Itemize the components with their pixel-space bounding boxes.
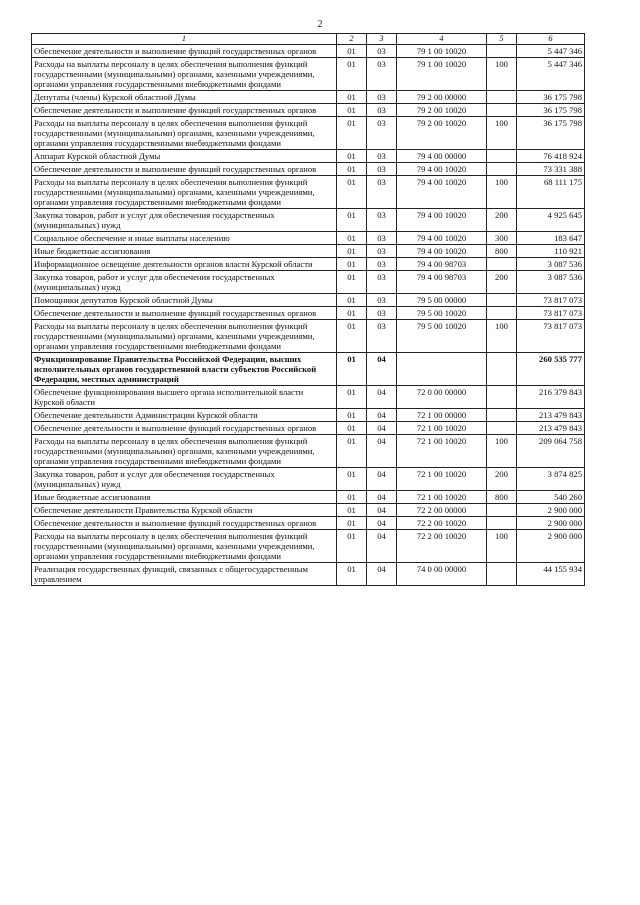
section-code: 01	[337, 530, 367, 563]
subsection-code: 04	[367, 504, 397, 517]
item-name: Обеспечение деятельности и выполнение функций государственных органов	[32, 517, 337, 530]
item-name: Обеспечение деятельности и выполнение функций государственных органов	[32, 163, 337, 176]
section-code: 01	[337, 209, 367, 232]
section-code: 01	[337, 491, 367, 504]
table-row	[32, 45, 585, 58]
item-name: Расходы на выплаты персоналу в целях обеспечения выполнения функций государственными (муниципальными) органами, казенными учреждениями, органами управления государственными внебюджетными фондами	[32, 320, 337, 353]
item-name: Депутаты (члены) Курской областной Думы	[32, 91, 337, 104]
target-article-code: 79 5 00 10020	[397, 320, 487, 353]
target-article-code: 79 1 00 10020	[397, 45, 487, 58]
amount: 216 379 843	[517, 386, 585, 409]
amount: 213 479 843	[517, 409, 585, 422]
table-row	[32, 163, 585, 176]
budget-table	[31, 33, 585, 586]
amount: 73 817 073	[517, 307, 585, 320]
amount: 36 175 798	[517, 117, 585, 150]
subsection-code: 04	[367, 530, 397, 563]
section-code: 01	[337, 435, 367, 468]
section-code: 01	[337, 307, 367, 320]
target-article-code: 79 4 00 10020	[397, 209, 487, 232]
subsection-code: 04	[367, 353, 397, 386]
item-name: Расходы на выплаты персоналу в целях обеспечения выполнения функций государственными (муниципальными) органами, казенными учреждениями, органами управления государственными внебюджетными фондами	[32, 117, 337, 150]
amount: 260 535 777	[517, 353, 585, 386]
item-name: Реализация государственных функций, связанных с общегосударственным управлением	[32, 563, 337, 586]
amount: 68 111 175	[517, 176, 585, 209]
expense-type-code: 100	[487, 530, 517, 563]
expense-type-code: 100	[487, 320, 517, 353]
target-article-code: 79 5 00 00000	[397, 294, 487, 307]
target-article-code: 79 2 00 00000	[397, 91, 487, 104]
section-code: 01	[337, 117, 367, 150]
expense-type-code	[487, 45, 517, 58]
item-name: Обеспечение деятельности Правительства Курской области	[32, 504, 337, 517]
section-code: 01	[337, 422, 367, 435]
table-row	[32, 104, 585, 117]
amount: 5 447 346	[517, 45, 585, 58]
expense-type-code: 200	[487, 468, 517, 491]
subsection-code: 03	[367, 307, 397, 320]
table-row	[32, 307, 585, 320]
expense-type-code: 200	[487, 209, 517, 232]
amount: 36 175 798	[517, 91, 585, 104]
table-row	[32, 209, 585, 232]
table-row	[32, 91, 585, 104]
section-code: 01	[337, 386, 367, 409]
column-header: 3	[367, 34, 397, 45]
subsection-code: 03	[367, 320, 397, 353]
item-name: Обеспечение функционирования высшего органа исполнительной власти Курской области	[32, 386, 337, 409]
section-code: 01	[337, 504, 367, 517]
subsection-code: 03	[367, 245, 397, 258]
target-article-code: 79 2 00 10020	[397, 104, 487, 117]
subsection-code: 03	[367, 294, 397, 307]
amount: 4 925 645	[517, 209, 585, 232]
expense-type-code	[487, 353, 517, 386]
amount: 5 447 346	[517, 58, 585, 91]
amount: 36 175 798	[517, 104, 585, 117]
expense-type-code: 100	[487, 435, 517, 468]
expense-type-code	[487, 258, 517, 271]
target-article-code: 79 2 00 10020	[397, 117, 487, 150]
expense-type-code	[487, 386, 517, 409]
subsection-code: 03	[367, 232, 397, 245]
amount: 3 874 825	[517, 468, 585, 491]
section-code: 01	[337, 104, 367, 117]
section-code: 01	[337, 176, 367, 209]
target-article-code: 79 1 00 10020	[397, 58, 487, 91]
table-row	[32, 353, 585, 386]
section-code: 01	[337, 45, 367, 58]
amount: 2 900 000	[517, 504, 585, 517]
subsection-code: 04	[367, 386, 397, 409]
expense-type-code	[487, 91, 517, 104]
expense-type-code	[487, 307, 517, 320]
table-row	[32, 530, 585, 563]
column-header: 2	[337, 34, 367, 45]
expense-type-code	[487, 422, 517, 435]
item-name: Информационное освещение деятельности органов власти Курской области	[32, 258, 337, 271]
subsection-code: 03	[367, 45, 397, 58]
item-name: Иные бюджетные ассигнования	[32, 491, 337, 504]
target-article-code	[397, 353, 487, 386]
amount: 3 087 536	[517, 271, 585, 294]
section-code: 01	[337, 245, 367, 258]
amount: 73 331 388	[517, 163, 585, 176]
target-article-code: 72 1 00 10020	[397, 422, 487, 435]
section-code: 01	[337, 271, 367, 294]
item-name: Помощники депутатов Курской областной Думы	[32, 294, 337, 307]
subsection-code: 03	[367, 150, 397, 163]
column-header: 1	[32, 34, 337, 45]
target-article-code: 72 1 00 10020	[397, 491, 487, 504]
target-article-code: 72 2 00 10020	[397, 530, 487, 563]
table-row	[32, 504, 585, 517]
subsection-code: 03	[367, 104, 397, 117]
section-code: 01	[337, 294, 367, 307]
target-article-code: 79 4 00 10020	[397, 245, 487, 258]
section-code: 01	[337, 353, 367, 386]
target-article-code: 79 5 00 10020	[397, 307, 487, 320]
table-row	[32, 491, 585, 504]
target-article-code: 72 1 00 10020	[397, 468, 487, 491]
section-code: 01	[337, 409, 367, 422]
section-code: 01	[337, 232, 367, 245]
target-article-code: 74 0 00 00000	[397, 563, 487, 586]
target-article-code: 79 4 00 10020	[397, 163, 487, 176]
target-article-code: 72 1 00 10020	[397, 435, 487, 468]
expense-type-code	[487, 104, 517, 117]
subsection-code: 04	[367, 409, 397, 422]
subsection-code: 03	[367, 176, 397, 209]
item-name: Обеспечение деятельности и выполнение функций государственных органов	[32, 104, 337, 117]
table-row	[32, 271, 585, 294]
item-name: Закупка товаров, работ и услуг для обеспечения государственных (муниципальных) нужд	[32, 271, 337, 294]
item-name: Аппарат Курской областной Думы	[32, 150, 337, 163]
expense-type-code: 800	[487, 245, 517, 258]
expense-type-code	[487, 294, 517, 307]
item-name: Обеспечение деятельности и выполнение функций государственных органов	[32, 422, 337, 435]
subsection-code: 03	[367, 91, 397, 104]
item-name: Иные бюджетные ассигнования	[32, 245, 337, 258]
subsection-code: 03	[367, 163, 397, 176]
item-name: Обеспечение деятельности Администрации Курской области	[32, 409, 337, 422]
page-number: 2	[317, 19, 323, 30]
section-code: 01	[337, 563, 367, 586]
item-name: Социальное обеспечение и иные выплаты населению	[32, 232, 337, 245]
column-header: 4	[397, 34, 487, 45]
target-article-code: 79 4 00 10020	[397, 232, 487, 245]
amount: 76 418 924	[517, 150, 585, 163]
table-row	[32, 150, 585, 163]
subsection-code: 04	[367, 468, 397, 491]
table-row	[32, 232, 585, 245]
target-article-code: 79 4 00 98703	[397, 258, 487, 271]
subsection-code: 04	[367, 435, 397, 468]
subsection-code: 04	[367, 491, 397, 504]
section-code: 01	[337, 91, 367, 104]
subsection-code: 03	[367, 209, 397, 232]
expense-type-code	[487, 150, 517, 163]
amount: 183 647	[517, 232, 585, 245]
expense-type-code	[487, 517, 517, 530]
amount: 73 817 073	[517, 294, 585, 307]
item-name: Расходы на выплаты персоналу в целях обеспечения выполнения функций государственными (муниципальными) органами, казенными учреждениями, органами управления государственными внебюджетными фондами	[32, 435, 337, 468]
section-code: 01	[337, 150, 367, 163]
table-row	[32, 176, 585, 209]
item-name: Функционирование Правительства Российской Федерации, высших исполнительных органов государственной власти субъектов Российской Федерации, местных администраций	[32, 353, 337, 386]
table-row	[32, 58, 585, 91]
target-article-code: 72 2 00 00000	[397, 504, 487, 517]
target-article-code: 79 4 00 00000	[397, 150, 487, 163]
amount: 110 921	[517, 245, 585, 258]
expense-type-code	[487, 163, 517, 176]
table-row	[32, 468, 585, 491]
expense-type-code	[487, 504, 517, 517]
section-code: 01	[337, 258, 367, 271]
target-article-code: 72 1 00 00000	[397, 409, 487, 422]
subsection-code: 04	[367, 517, 397, 530]
item-name: Расходы на выплаты персоналу в целях обеспечения выполнения функций государственными (муниципальными) органами, казенными учреждениями, органами управления государственными внебюджетными фондами	[32, 58, 337, 91]
table-row	[32, 386, 585, 409]
table-row	[32, 435, 585, 468]
amount: 540 260	[517, 491, 585, 504]
subsection-code: 03	[367, 271, 397, 294]
table-row	[32, 258, 585, 271]
table-row	[32, 117, 585, 150]
column-header: 5	[487, 34, 517, 45]
table-row	[32, 245, 585, 258]
item-name: Закупка товаров, работ и услуг для обеспечения государственных (муниципальных) нужд	[32, 209, 337, 232]
item-name: Расходы на выплаты персоналу в целях обеспечения выполнения функций государственными (муниципальными) органами, казенными учреждениями, органами управления государственными внебюджетными фондами	[32, 530, 337, 563]
expense-type-code: 800	[487, 491, 517, 504]
section-code: 01	[337, 163, 367, 176]
subsection-code: 03	[367, 117, 397, 150]
subsection-code: 04	[367, 563, 397, 586]
item-name: Обеспечение деятельности и выполнение функций государственных органов	[32, 307, 337, 320]
table-body	[32, 45, 585, 586]
expense-type-code: 100	[487, 58, 517, 91]
subsection-code: 03	[367, 58, 397, 91]
column-number-row	[32, 34, 585, 45]
item-name: Расходы на выплаты персоналу в целях обеспечения выполнения функций государственными (муниципальными) органами, казенными учреждениями, органами управления государственными внебюджетными фондами	[32, 176, 337, 209]
section-code: 01	[337, 58, 367, 91]
expense-type-code: 300	[487, 232, 517, 245]
table-row	[32, 409, 585, 422]
section-code: 01	[337, 517, 367, 530]
amount: 2 900 000	[517, 517, 585, 530]
amount: 73 817 073	[517, 320, 585, 353]
expense-type-code	[487, 563, 517, 586]
table-row	[32, 320, 585, 353]
section-code: 01	[337, 468, 367, 491]
amount: 44 155 934	[517, 563, 585, 586]
item-name: Обеспечение деятельности и выполнение функций государственных органов	[32, 45, 337, 58]
expense-type-code	[487, 409, 517, 422]
expense-type-code: 200	[487, 271, 517, 294]
amount: 2 900 000	[517, 530, 585, 563]
target-article-code: 72 2 00 10020	[397, 517, 487, 530]
table-row	[32, 422, 585, 435]
subsection-code: 04	[367, 422, 397, 435]
table-row	[32, 563, 585, 586]
table-row	[32, 517, 585, 530]
target-article-code: 72 0 00 00000	[397, 386, 487, 409]
amount: 3 087 536	[517, 258, 585, 271]
target-article-code: 79 4 00 98703	[397, 271, 487, 294]
section-code: 01	[337, 320, 367, 353]
subsection-code: 03	[367, 258, 397, 271]
column-header: 6	[517, 34, 585, 45]
target-article-code: 79 4 00 10020	[397, 176, 487, 209]
amount: 209 064 758	[517, 435, 585, 468]
expense-type-code: 100	[487, 176, 517, 209]
item-name: Закупка товаров, работ и услуг для обеспечения государственных (муниципальных) нужд	[32, 468, 337, 491]
amount: 213 479 843	[517, 422, 585, 435]
table-row	[32, 294, 585, 307]
expense-type-code: 100	[487, 117, 517, 150]
